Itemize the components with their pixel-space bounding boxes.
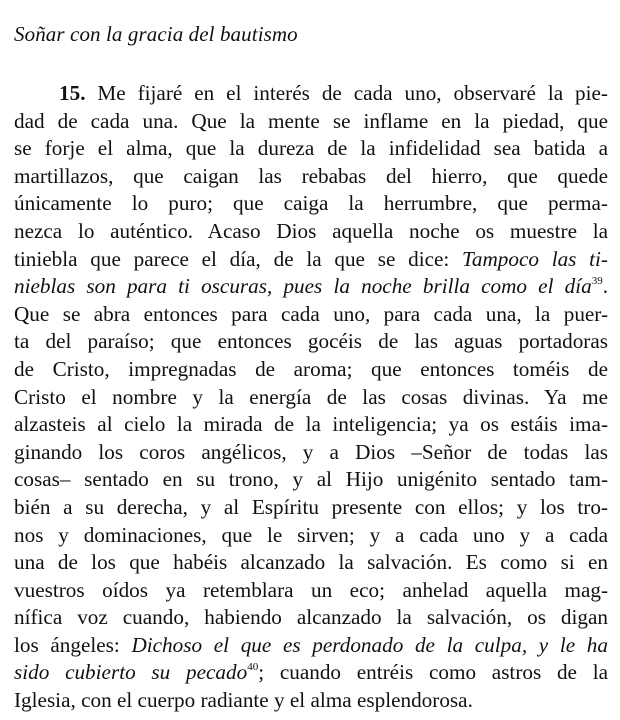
scripture-quote: Tampoco las ti- (462, 246, 608, 271)
text-line: una de los que habéis alcanzado la salvación. Es como si en (14, 550, 608, 575)
scripture-quote: Dichoso el que es perdonado de la culpa, y le ha (131, 632, 608, 657)
text-line: nos y dominaciones, que le sirven; y a cada uno y a cada (14, 522, 608, 547)
text-line: Que se abra entonces para cada uno, para cada una, la puer- (14, 301, 608, 326)
text-line: de Cristo, impregnadas de aroma; que entonces toméis de (14, 356, 608, 381)
text-line: únicamente lo puro; que caiga la herrumbre, que perma- (14, 191, 608, 216)
scripture-quote: nieblas son para ti oscuras, pues la noche brilla como el día (14, 274, 592, 299)
text-line: vuestros oídos ya retemblara un eco; anhelad aquella mag- (14, 577, 608, 602)
text-line: tiniebla que parece el día, de la que se dice: Tampoco las ti- (14, 246, 608, 271)
text-line: ginando los coros angélicos, y a Dios –Señor de todas las (14, 439, 608, 464)
text-line: cosas– sentado en su trono, y al Hijo unigénito sentado tam- (14, 467, 608, 492)
text-line: bién a su derecha, y al Espíritu presente con ellos; y los tro- (14, 494, 608, 519)
scripture-quote: sido cubierto su pecado (14, 660, 248, 685)
text-line: 15. Me fijaré en el interés de cada uno, observaré la pie- (59, 81, 608, 105)
text-line: se forje el alma, que la dureza de la infidelidad sea batida a (14, 136, 608, 161)
text-line: nieblas son para ti oscuras, pues la noche brilla como el día$^{39}$. (14, 274, 608, 299)
text-line: sido cubierto su pecado$^{40}$; cuando entréis como astros de la (14, 660, 608, 685)
text-line: ta del paraíso; que entonces gocéis de las aguas portadoras (14, 329, 608, 354)
text-line: dad de cada una. Que la mente se inflame en la piedad, que (14, 108, 608, 133)
text-line: martillazos, que caigan las rebabas del hierro, que quede (14, 163, 608, 188)
paragraph-number: 15. (59, 81, 86, 105)
text-line: alzasteis al cielo la mirada de la inteligencia; ya os estáis ima- (14, 412, 608, 437)
text-line: los ángeles: Dichoso el que es perdonado de la culpa, y le ha (14, 632, 608, 657)
footnote-ref-40: 40 (247, 661, 259, 674)
paragraph-15 (14, 80, 608, 715)
text-line: Iglesia, con el cuerpo radiante y el alma esplendorosa. (14, 688, 473, 713)
text-line: nífica voz cuando, habiendo alcanzado la salvación, os digan (14, 605, 608, 630)
footnote-ref-39: 39 (591, 275, 603, 288)
text-line: Cristo el nombre y la energía de las cosas divinas. Ya me (14, 384, 608, 409)
running-head: Soñar con la gracia del bautismo (14, 22, 298, 46)
text-line: nezca lo auténtico. Acaso Dios aquella noche os muestre la (14, 218, 608, 243)
